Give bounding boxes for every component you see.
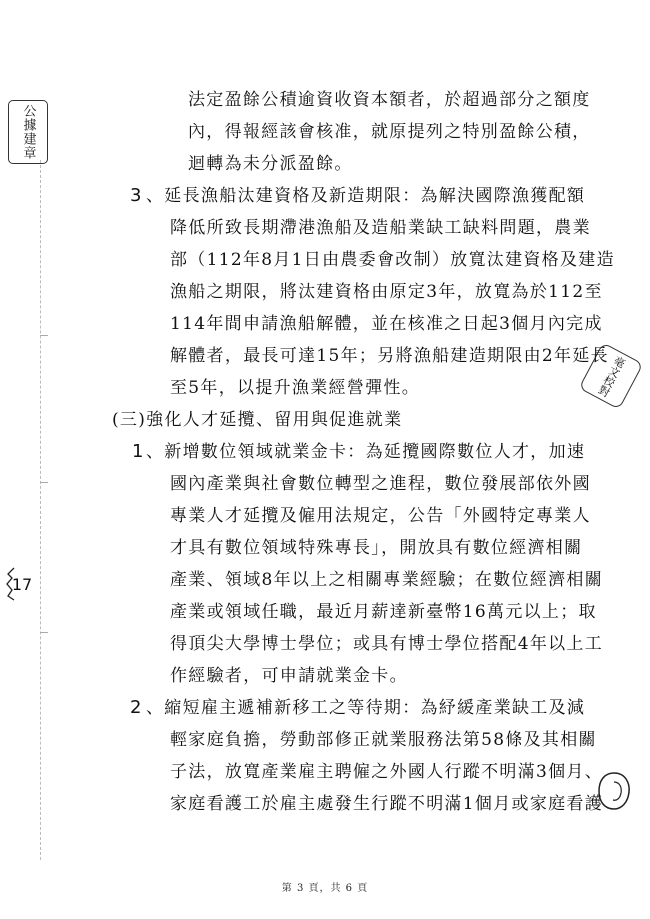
text-line: 部（112年8月1日由農委會改制）放寬汰建資格及建造 xyxy=(170,250,615,270)
text-line: 至5年，以提升漁業經營彈性。 xyxy=(170,378,421,398)
margin-tick xyxy=(40,482,48,483)
item-number: 1 xyxy=(132,441,144,462)
item-number: 3 xyxy=(130,185,142,206)
page-marker-left xyxy=(6,566,38,602)
binding-margin-line xyxy=(40,160,42,860)
text-line: 、延長漁船汰建資格及新造期限：為解決國際漁獲配額 xyxy=(146,186,586,206)
text-line: 得頂尖大學博士學位；或具有博士學位搭配4年以上工 xyxy=(170,634,604,654)
section-heading: (三)強化人才延攬、留用與促進就業 xyxy=(112,410,403,430)
text-line: 漁船之期限，將汰建資格由原定3年，放寬為於112至 xyxy=(170,282,603,302)
text-line: 114年間申請漁船解體，並在核准之日起3個月內完成 xyxy=(170,314,603,334)
bracket-icon xyxy=(6,566,38,602)
text-line: 專業人才延攬及僱用法規定，公告「外國特定專業人 xyxy=(170,506,591,526)
margin-tick xyxy=(40,335,48,336)
page-footer: 第 3 頁，共 6 頁 xyxy=(281,883,369,894)
text-line: 法定盈餘公積逾資收資本額者，於超過部分之額度 xyxy=(188,90,591,110)
text-line: 、縮短雇主遞補新移工之等待期：為紓緩產業缺工及減 xyxy=(146,698,586,718)
text-line: 輕家庭負擔，勞動部修正就業服務法第58條及其相關 xyxy=(170,730,597,750)
text-line: 國內產業與社會數位轉型之進程，數位發展部依外國 xyxy=(170,474,591,494)
text-line: 迴轉為未分派盈餘。 xyxy=(188,154,353,174)
text-line: 作經驗者，可申請就業金卡。 xyxy=(170,666,408,686)
margin-tick xyxy=(40,632,48,633)
text-line: 才具有數位領域特殊專長」，開放具有數位經濟相關 xyxy=(170,538,583,558)
text-line: 產業、領域8年以上之相關專業經驗；在數位經濟相關 xyxy=(170,570,604,590)
text-line: 內，得報經該會核准，就原提列之特別盈餘公積， xyxy=(188,122,591,142)
text-line: 子法，放寬產業雇主聘僱之外國人行蹤不明滿3個月、 xyxy=(170,762,604,782)
text-line: 解體者，最長可達15年；另將漁船建造期限由2年延長 xyxy=(170,346,609,366)
text-line: 家庭看護工於雇主處發生行蹤不明滿1個月或家庭看護 xyxy=(170,794,604,814)
text-line: 產業或領域任職，最近月薪達新臺幣16萬元以上；取 xyxy=(170,602,597,622)
proofread-stamp: 毫文校對 xyxy=(578,342,643,410)
item-number: 2 xyxy=(130,697,142,718)
text-line: 降低所致長期滯港漁船及造船業缺工缺料問題，農業 xyxy=(170,218,591,238)
text-line: 、新增數位領域就業金卡：為延攬國際數位人才，加速 xyxy=(146,442,586,462)
seal-stamp-left: 公據建章 xyxy=(8,100,48,164)
page-marker-text: 17 xyxy=(11,574,33,594)
